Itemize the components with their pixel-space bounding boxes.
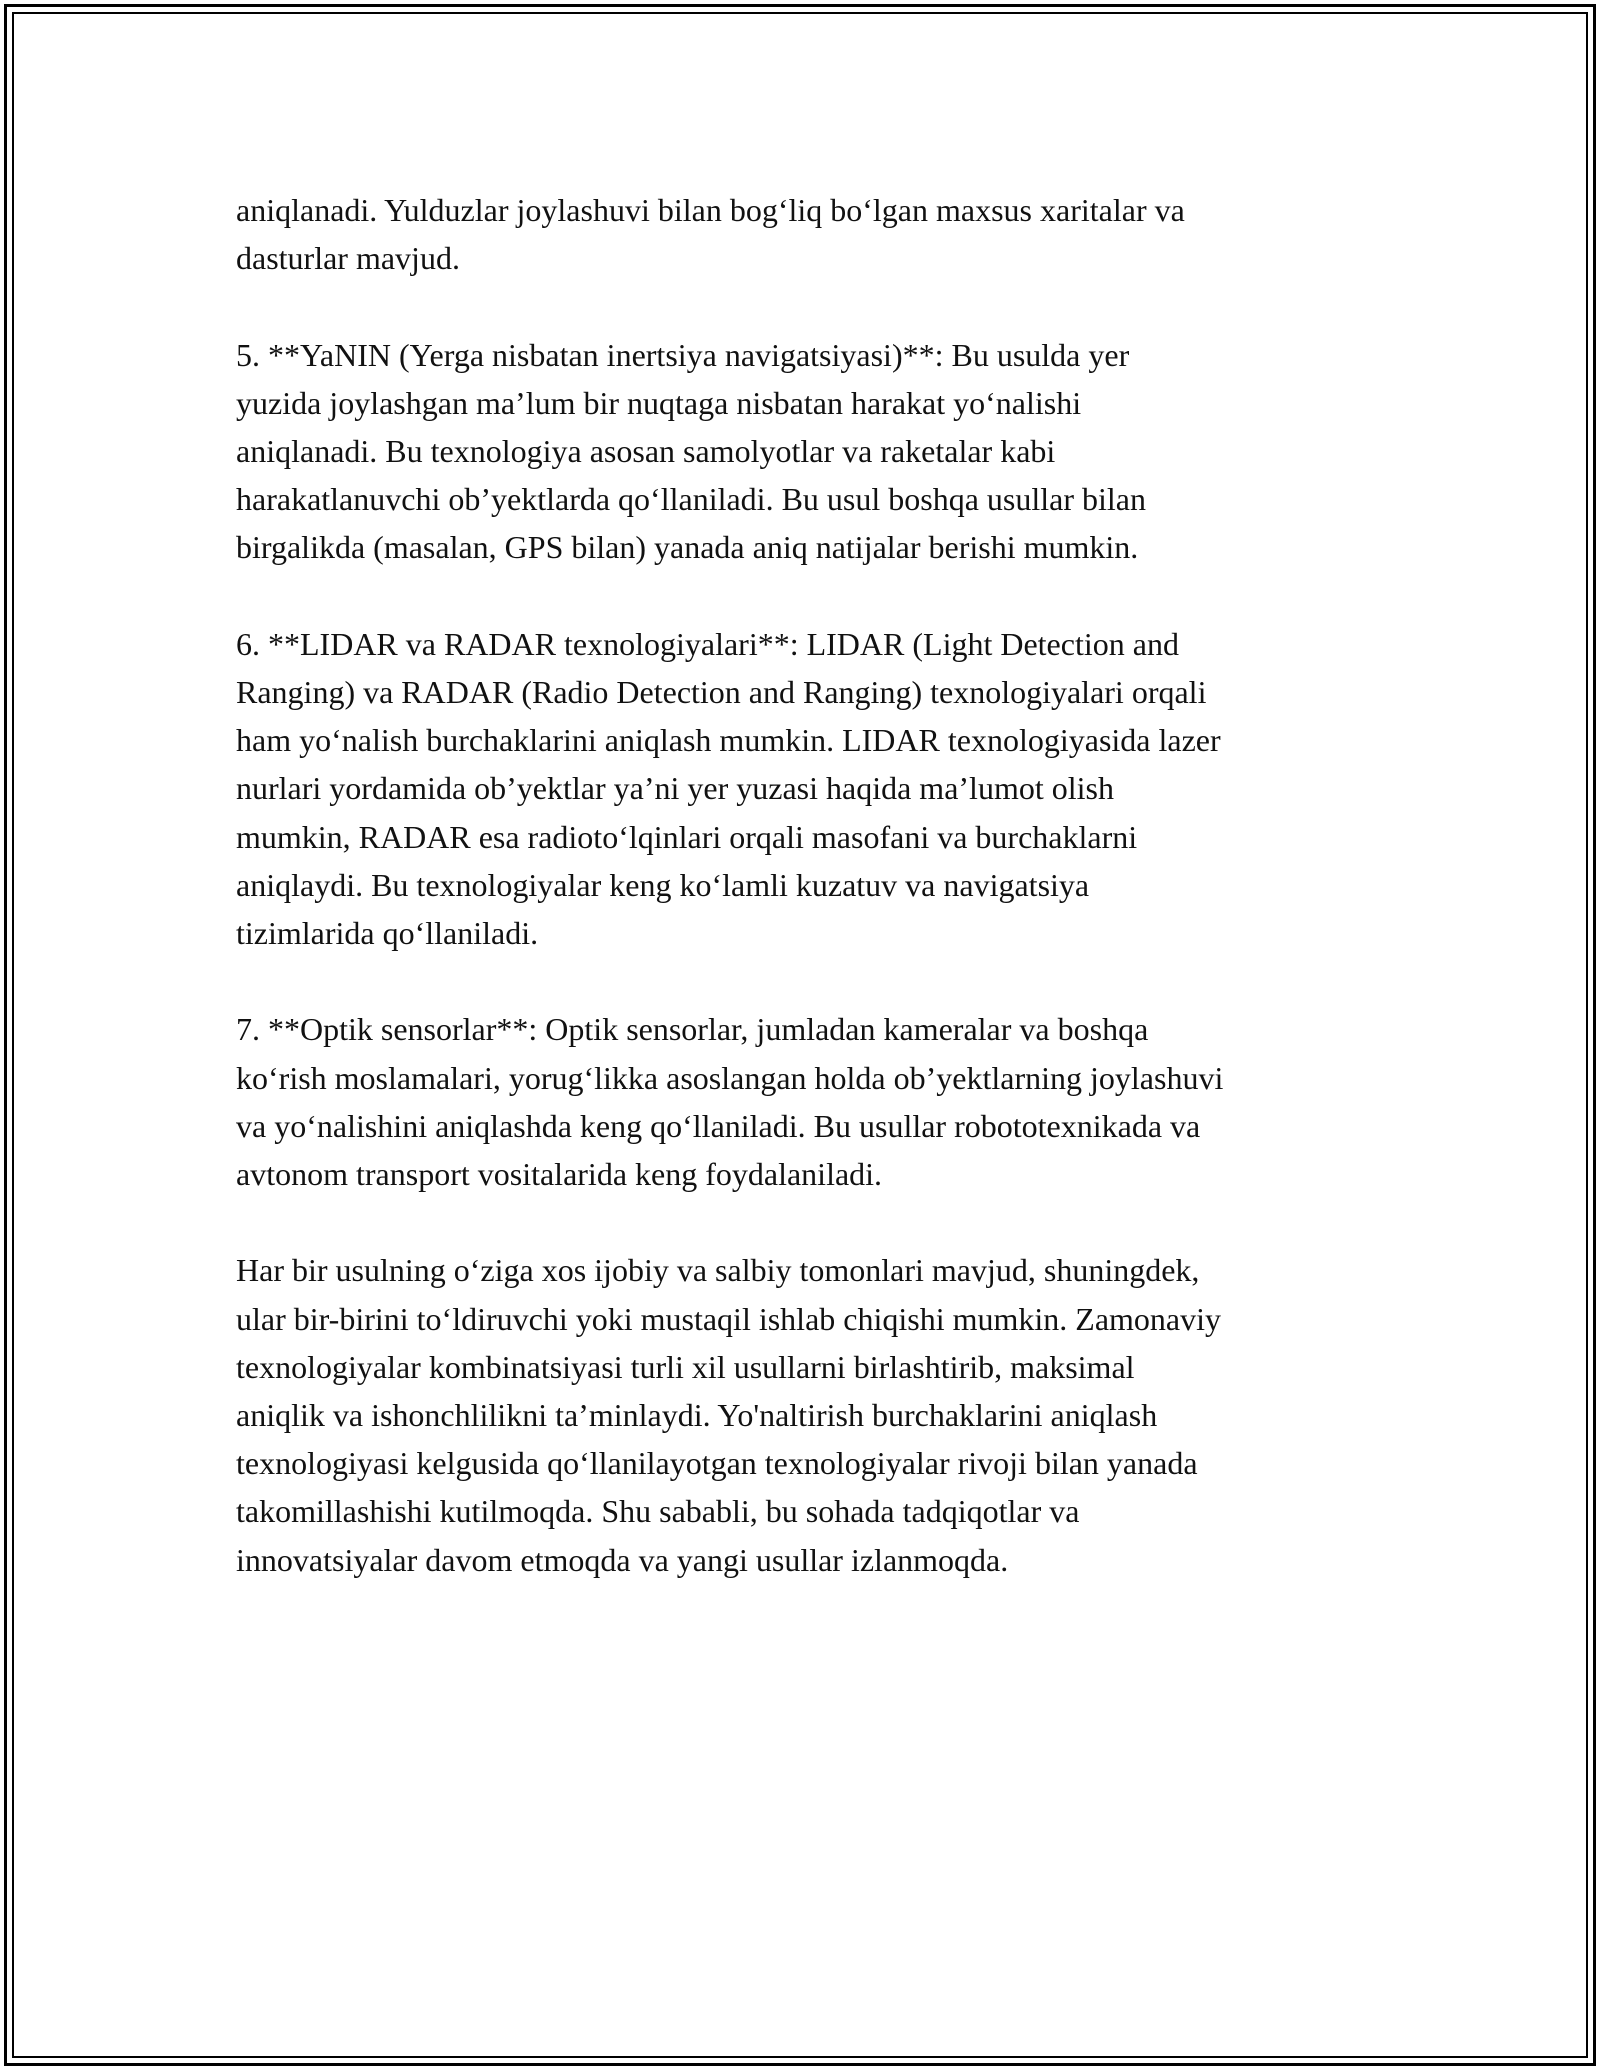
text-line: yuzida joylashgan ma’lum bir nuqtaga nisbatan harakat yo‘nalishi bbox=[236, 384, 1082, 421]
text-line: aniqlanadi. Bu texnologiya asosan samolyotlar va raketalar kabi bbox=[236, 433, 1056, 469]
text-line: Har bir usulning o‘ziga xos ijobiy va salbiy tomonlari mavjud, shuningdek, bbox=[236, 1252, 1200, 1289]
text-line: avtonom transport vositalarida keng foydalaniladi. bbox=[236, 1156, 883, 1193]
text-line: 7. **Optik sensorlar**: Optik sensorlar, jumladan kameralar va boshqa bbox=[236, 1011, 1149, 1048]
text-line: ko‘rish moslamalari, yorug‘likka asoslangan holda ob’yektlarning joylashuvi bbox=[236, 1059, 1224, 1096]
paragraph-item-5 bbox=[236, 331, 1396, 572]
text-line: innovatsiyalar davom etmoqda va yangi usullar izlanmoqda. bbox=[236, 1541, 1009, 1578]
text-line: ham yo‘nalish burchaklarini aniqlash mumkin. LIDAR texnologiyasida lazer bbox=[236, 722, 1221, 759]
text-line: takomillashishi kutilmoqda. Shu sababli, bu sohada tadqiqotlar va bbox=[236, 1493, 1080, 1530]
text-line: mumkin, RADAR esa radioto‘lqinlari orqali masofani va burchaklarni bbox=[236, 818, 1138, 855]
document-body bbox=[236, 186, 1396, 1584]
text-line: 5. **YaNIN (Yerga nisbatan inertsiya navigatsiyasi)**: Bu usulda yer bbox=[236, 336, 1130, 373]
text-line: harakatlanuvchi ob’yektlarda qo‘llaniladi. Bu usul boshqa usullar bilan bbox=[236, 481, 1146, 518]
text-line: dasturlar mavjud. bbox=[236, 240, 460, 277]
text-line: birgalikda (masalan, GPS bilan) yanada aniq natijalar berishi mumkin. bbox=[236, 529, 1139, 566]
paragraph-conclusion bbox=[236, 1246, 1396, 1583]
text-line: tizimlarida qo‘llaniladi. bbox=[236, 915, 539, 952]
paragraph-continuation bbox=[236, 186, 1396, 282]
text-line: aniqlik va ishonchlilikni ta’minlaydi. Yo'naltirish burchaklarini aniqlash bbox=[236, 1397, 1158, 1434]
text-line: nurlari yordamida ob’yektlar ya’ni yer yuzasi haqida ma’lumot olish bbox=[236, 770, 1114, 807]
text-line: va yo‘nalishini aniqlashda keng qo‘llaniladi. Bu usullar robototexnikada va bbox=[236, 1107, 1201, 1144]
text-line: aniqlanadi. Yulduzlar joylashuvi bilan bog‘liq bo‘lgan maxsus xaritalar va bbox=[236, 192, 1185, 228]
text-line: 6. **LIDAR va RADAR texnologiyalari**: LIDAR (Light Detection and bbox=[236, 625, 1179, 662]
text-line: ular bir-birini to‘ldiruvchi yoki mustaqil ishlab chiqishi mumkin. Zamonaviy bbox=[236, 1300, 1221, 1337]
text-line: aniqlaydi. Bu texnologiyalar keng ko‘lamli kuzatuv va navigatsiya bbox=[236, 866, 1090, 903]
text-line: Ranging) va RADAR (Radio Detection and Ranging) texnologiyalari orqali bbox=[236, 674, 1207, 710]
paragraph-item-6 bbox=[236, 620, 1396, 957]
text-line: texnologiyalar kombinatsiyasi turli xil usullarni birlashtirib, maksimal bbox=[236, 1348, 1135, 1385]
text-line: texnologiyasi kelgusida qo‘llanilayotgan texnologiyalar rivoji bilan yanada bbox=[236, 1445, 1198, 1482]
paragraph-item-7 bbox=[236, 1005, 1396, 1198]
